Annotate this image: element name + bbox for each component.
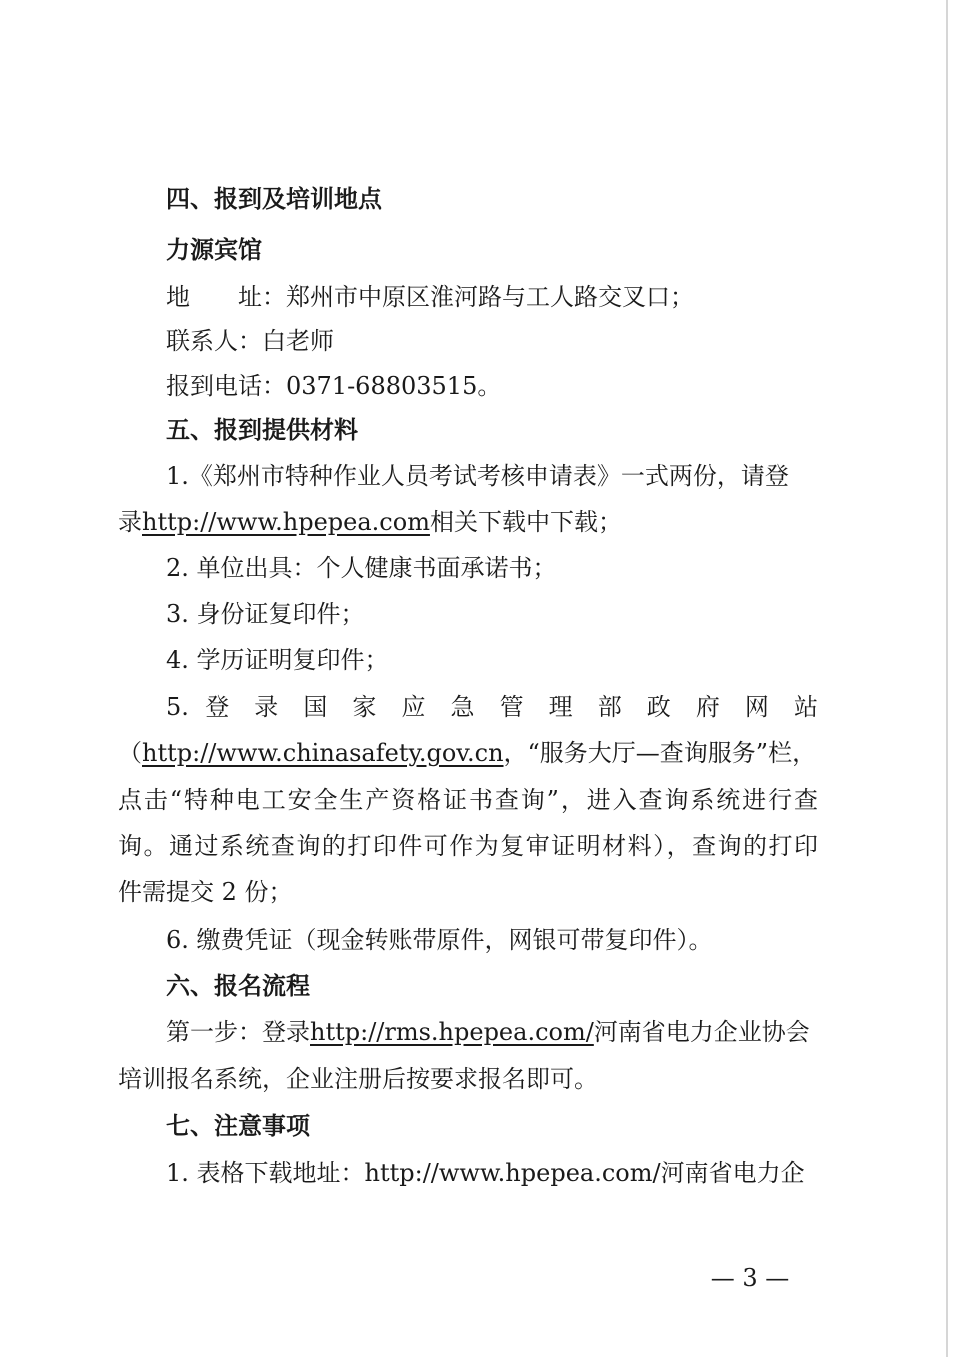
step-1-line-2: 培训报名系统，企业注册后按要求报名即可。: [118, 1065, 598, 1093]
scan-edge-line: [946, 0, 948, 1357]
section-5-heading: 五、报到提供材料: [166, 416, 358, 444]
phone-line: 报到电话：0371-68803515。: [166, 372, 502, 400]
item-5-prefix: （: [118, 739, 142, 767]
item-5-suffix: ，“服务大厅—查询服务”栏，: [503, 739, 817, 767]
section-6-heading: 六、报名流程: [166, 972, 310, 1000]
item-1-line-2: [118, 506, 818, 538]
contact-line: 联系人：白老师: [166, 327, 334, 355]
step-1-suffix: 河南省电力企业协会: [593, 1018, 810, 1046]
rms-link[interactable]: http://rms.hpepea.com/: [310, 1018, 594, 1046]
item-5-line-4: 询。通过系统查询的打印件可作为复审证明材料），查询的打印: [118, 832, 818, 860]
section-7-heading: 七、注意事项: [166, 1112, 310, 1140]
step-1-prefix: 第一步：登录: [166, 1018, 310, 1046]
note-1: 1. 表格下载地址：http://www.hpepea.com/河南省电力企: [166, 1159, 805, 1187]
step-1-line-1: [166, 1016, 818, 1048]
item-3: 3. 身份证复印件；: [166, 600, 365, 628]
item-6: 6. 缴费凭证（现金转账带原件，网银可带复印件）。: [166, 926, 713, 954]
item-5-line-2: [118, 737, 818, 769]
section-4-heading: 四、报到及培训地点: [166, 185, 382, 213]
hpepea-link[interactable]: http://www.hpepea.com: [142, 508, 430, 536]
item-1-line-1: 1.《郑州市特种作业人员考试考核申请表》一式两份，请登: [166, 462, 789, 490]
hotel-name: 力源宾馆: [166, 236, 262, 264]
address-value: 郑州市中原区淮河路与工人路交叉口；: [286, 283, 694, 311]
item-5-line-5: 件需提交 2 份；: [118, 878, 293, 906]
address-label: 地 址：: [166, 283, 286, 311]
item-5-line-1: 5. 登 录 国 家 应 急 管 理 部 政 府 网 站: [166, 693, 818, 721]
page-number: — 3 —: [710, 1264, 790, 1292]
item-1-suffix: 相关下载中下载；: [429, 508, 622, 536]
item-2: 2. 单位出具：个人健康书面承诺书；: [166, 554, 557, 582]
item-1-prefix: 录: [118, 508, 142, 536]
address-line: [166, 281, 818, 313]
chinasafety-link[interactable]: http://www.chinasafety.gov.cn: [142, 739, 504, 767]
item-5-line-3: 点击“特种电工安全生产资格证书查询”，进入查询系统进行查: [118, 786, 818, 814]
item-4: 4. 学历证明复印件；: [166, 646, 389, 674]
